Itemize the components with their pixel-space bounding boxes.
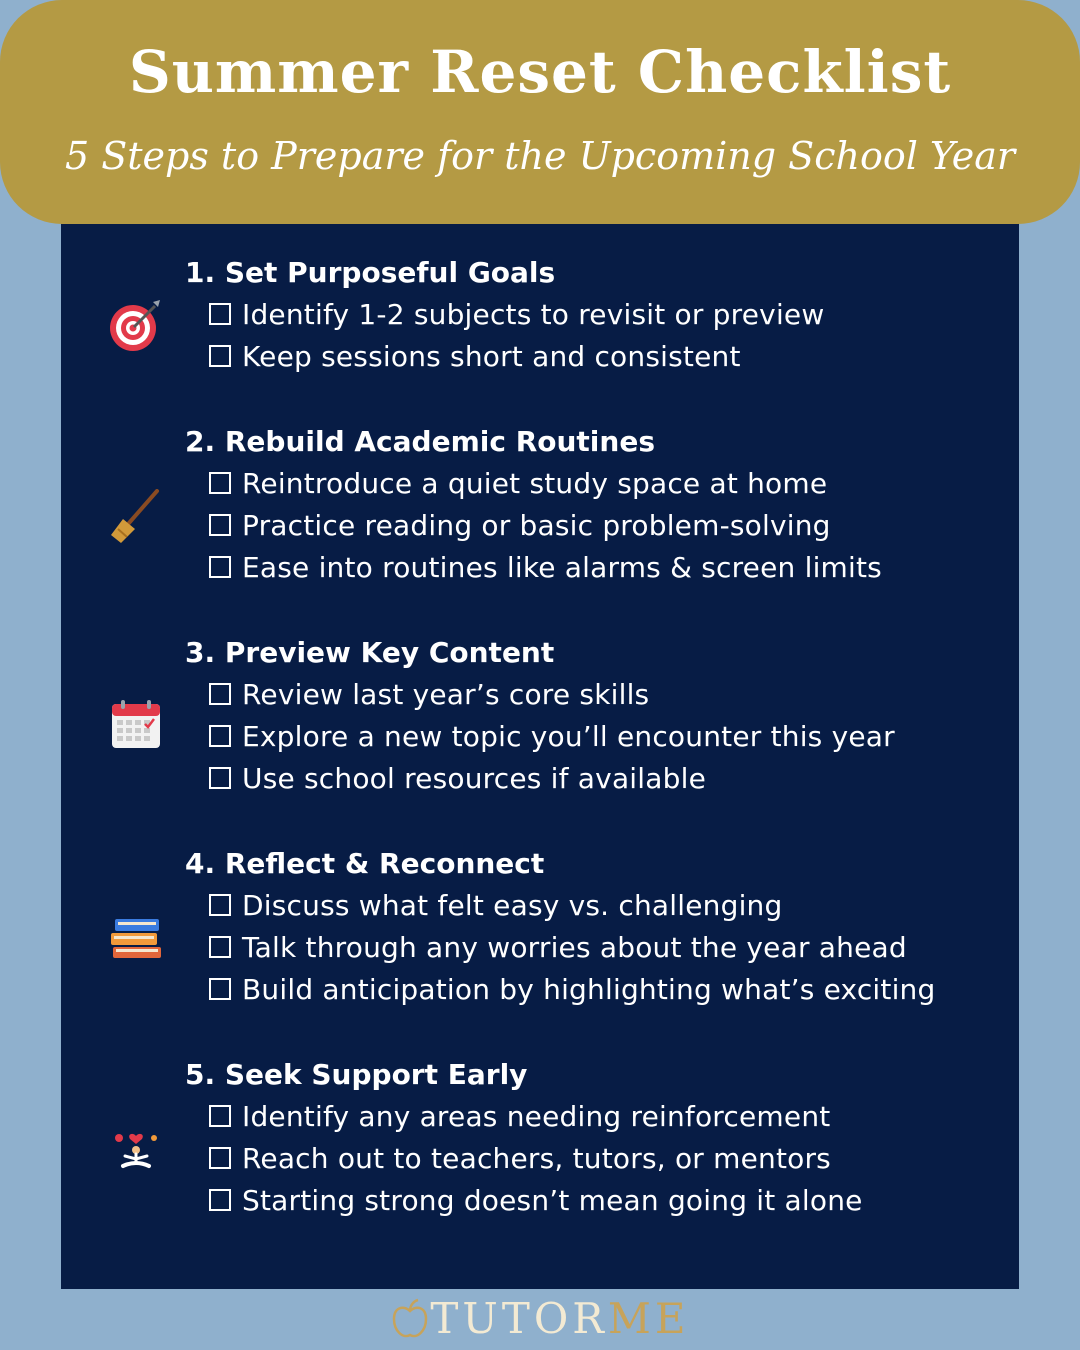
checklist-item[interactable]: Identify 1-2 subjects to revisit or preview [209, 298, 824, 331]
checkbox[interactable] [209, 683, 231, 705]
checkbox[interactable] [209, 303, 231, 325]
checkbox[interactable] [209, 767, 231, 789]
checklist-item[interactable]: Reintroduce a quiet study space at home [209, 467, 827, 500]
checkbox[interactable] [209, 1105, 231, 1127]
checklist-item[interactable]: Use school resources if available [209, 762, 706, 795]
checklist-item[interactable]: Starting strong doesn’t mean going it alone [209, 1184, 863, 1217]
checklist-item[interactable]: Identify any areas needing reinforcement [209, 1100, 830, 1133]
checkbox[interactable] [209, 514, 231, 536]
checklist-item[interactable]: Discuss what felt easy vs. challenging [209, 889, 782, 922]
checkbox[interactable] [209, 345, 231, 367]
target-icon [109, 298, 163, 352]
checkbox[interactable] [209, 978, 231, 1000]
checklist-item[interactable]: Practice reading or basic problem-solving [209, 509, 831, 542]
broom-icon [109, 489, 163, 543]
section-title: 3. Preview Key Content [185, 636, 555, 669]
checklist-item[interactable]: Talk through any worries about the year ahead [209, 931, 907, 964]
calendar-icon [109, 698, 163, 752]
checklist-item[interactable]: Explore a new topic you’ll encounter this year [209, 720, 895, 753]
logo-wordmark: TUTOR [430, 1294, 608, 1343]
checkbox[interactable] [209, 1189, 231, 1211]
checklist-item[interactable]: Keep sessions short and consistent [209, 340, 741, 373]
section-title: 4. Reflect & Reconnect [185, 847, 545, 880]
page-title: Summer Reset Checklist [128, 38, 952, 106]
meditation-icon [109, 1122, 163, 1176]
books-icon [109, 911, 163, 965]
header-banner [0, 0, 1080, 224]
checklist-item[interactable]: Ease into routines like alarms & screen limits [209, 551, 882, 584]
apple-icon [390, 1297, 430, 1341]
checkbox[interactable] [209, 1147, 231, 1169]
section-title: 1. Set Purposeful Goals [185, 256, 556, 289]
checkbox[interactable] [209, 725, 231, 747]
brand-logo [0, 1294, 1080, 1344]
section-title: 2. Rebuild Academic Routines [185, 425, 655, 458]
checkbox[interactable] [209, 472, 231, 494]
logo-wordmark-accent: ME [607, 1294, 690, 1343]
checkbox[interactable] [209, 894, 231, 916]
page-subtitle: 5 Steps to Prepare for the Upcoming School Year [64, 134, 1016, 178]
checklist-item[interactable]: Reach out to teachers, tutors, or mentors [209, 1142, 831, 1175]
checklist-item[interactable]: Review last year’s core skills [209, 678, 649, 711]
checkbox[interactable] [209, 936, 231, 958]
checklist-item[interactable]: Build anticipation by highlighting what’s exciting [209, 973, 935, 1006]
section-title: 5. Seek Support Early [185, 1058, 528, 1091]
checklist-panel [61, 200, 1019, 1289]
checkbox[interactable] [209, 556, 231, 578]
